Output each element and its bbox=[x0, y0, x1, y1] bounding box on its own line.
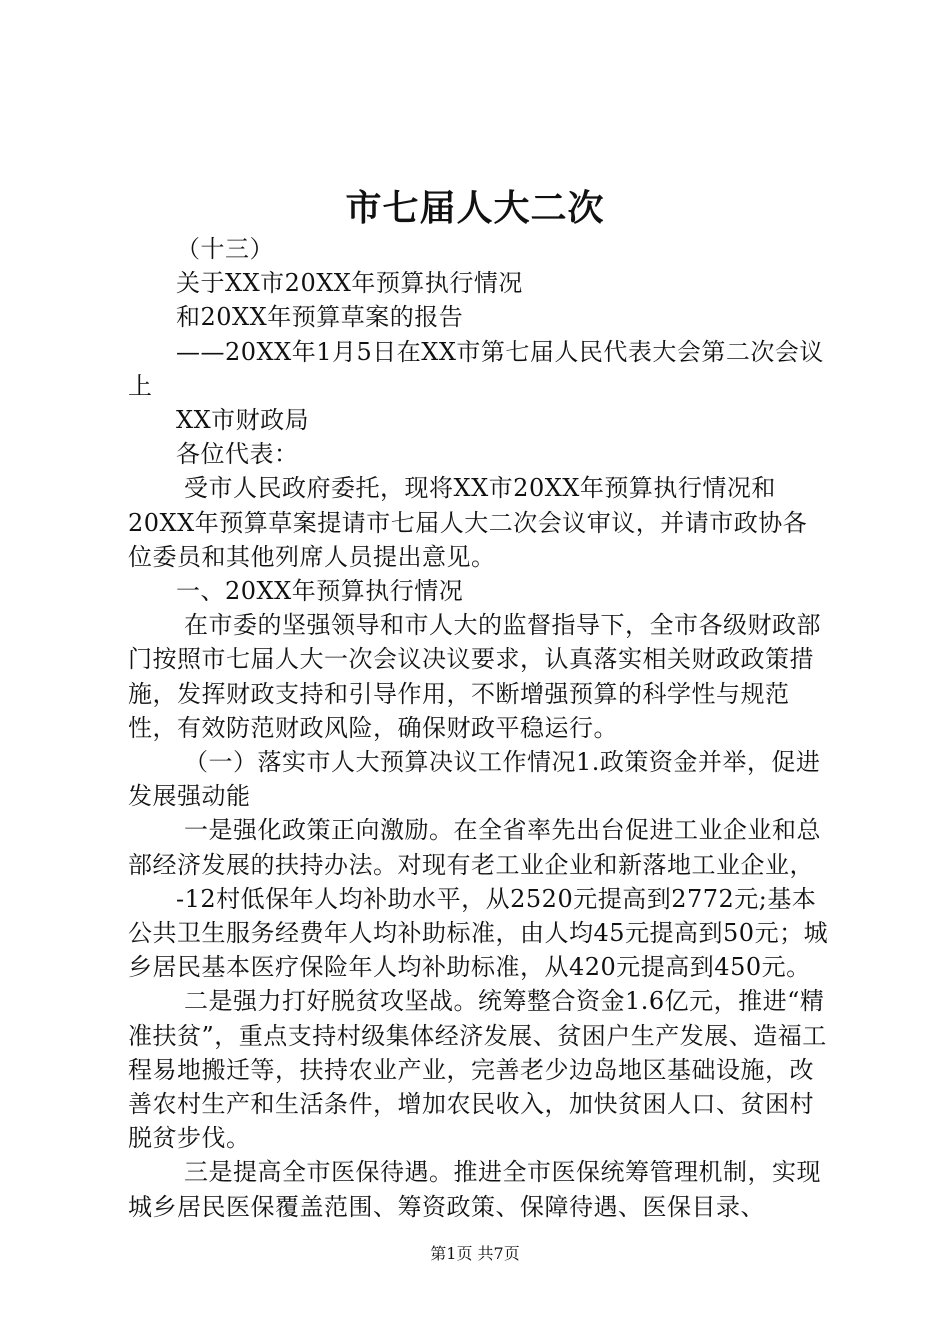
intro-paragraph: 受市人民政府委托，现将XX市20XX年预算执行情况和20XX年预算草案提请市七届人大二次会议审议，并请市政协各位委员和其他列席人员提出意见。 bbox=[128, 474, 808, 571]
body-paragraph: 三是提高全市医保待遇。推进全市医保统筹管理机制，实现城乡居民医保覆盖范围、筹资政策、保障待遇、医保目录、 bbox=[128, 1158, 821, 1221]
body-paragraph: 在市委的坚强领导和市人大的监督指导下，全市各级财政部门按照市七届人大一次会议决议要求，认真落实相关财政政策措施，发挥财政支持和引导作用，不断增强预算的科学性与规范性，有效防范财政风险，确保财政平稳运行。 bbox=[128, 611, 821, 742]
report-title-line-1: 关于XX市20XX年预算执行情况 bbox=[176, 269, 523, 298]
document-body bbox=[128, 232, 830, 1224]
section-heading: 一、20XX年预算执行情况 bbox=[176, 577, 464, 606]
body-paragraph: 一是强化政策正向激励。在全省率先出台促进工业企业和总部经济发展的扶持办法。对现有老工业企业和新落地工业企业， bbox=[128, 816, 821, 879]
section-number: （十三） bbox=[176, 235, 274, 263]
page-footer: 第1页 共7页 bbox=[430, 1244, 520, 1263]
report-subtitle: ——20XX年1月5日在XX市第七届人民代表大会第二次会议上 bbox=[128, 337, 824, 400]
page-title: 市七届人大二次 bbox=[345, 187, 605, 229]
report-title-line-2: 和20XX年预算草案的报告 bbox=[176, 303, 464, 332]
author-line: XX市财政局 bbox=[176, 406, 310, 435]
salutation: 各位代表： bbox=[176, 440, 299, 469]
subsection-heading: （一）落实市人大预算决议工作情况1.政策资金并举，促进发展强动能 bbox=[128, 748, 821, 811]
body-paragraph: 二是强力打好脱贫攻坚战。统筹整合资金1.6亿元，推进“精准扶贫”，重点支持村级集体经济发展、贫困户生产发展、造福工程易地搬迁等，扶持农业产业，完善老少边岛地区基础设施，改善农村生产和生活条件，增加农民收入，加快贫困人口、贫困村脱贫步伐。 bbox=[128, 987, 827, 1153]
body-paragraph: -12村低保年人均补助水平，从2520元提高到2772元;基本公共卫生服务经费年人均补助标准，由人均45元提高到50元；城乡居民基本医疗保险年人均补助标准，从420元提高到450元。 bbox=[128, 884, 829, 982]
